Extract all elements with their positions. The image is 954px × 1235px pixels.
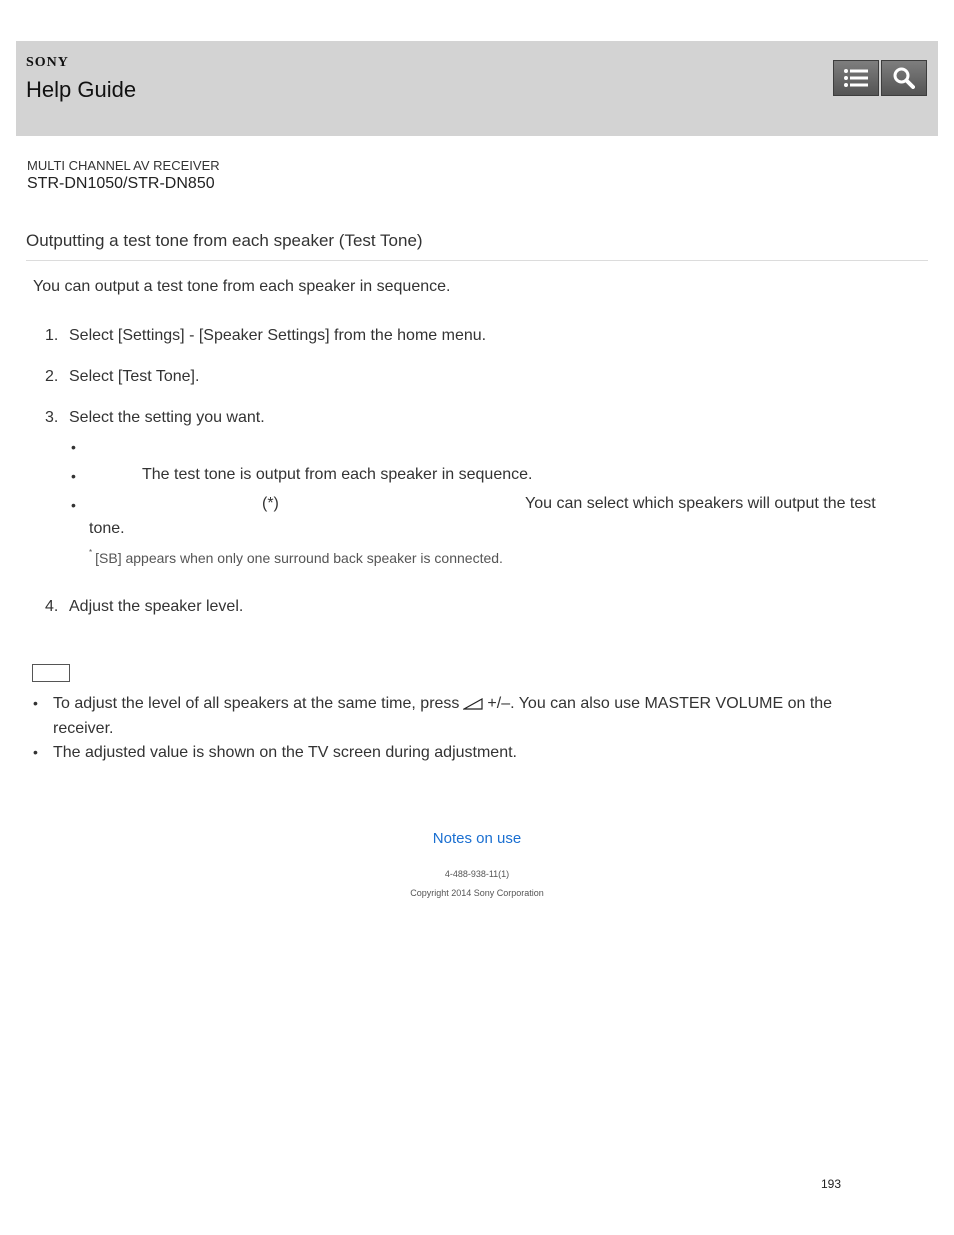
title-divider <box>26 260 928 261</box>
step-4 <box>45 598 243 616</box>
step-2 <box>45 368 199 386</box>
step-number: 3. <box>45 409 59 426</box>
option-bullet: • <box>71 468 76 484</box>
hint-label-box <box>32 664 70 682</box>
option-auto-text: The test tone is output from each speaker in sequence. <box>142 466 533 483</box>
step-text: Select [Settings] - [Speaker Settings] from the home menu. <box>69 327 487 344</box>
hint-bullet: • <box>33 695 38 711</box>
step-number: 4. <box>45 598 59 615</box>
product-category: MULTI CHANNEL AV RECEIVER <box>27 158 220 173</box>
step-3 <box>45 409 265 427</box>
volume-icon <box>463 698 483 710</box>
option-fix-text: You can select which speakers will output the test <box>525 495 876 512</box>
search-button[interactable] <box>881 60 927 96</box>
footnote <box>89 548 503 566</box>
step-text: Select the setting you want. <box>69 409 265 426</box>
header-bar <box>16 41 938 136</box>
sony-logo: SONY <box>26 55 69 70</box>
footnote-text: [SB] appears when only one surround back speaker is connected. <box>95 550 503 566</box>
search-icon <box>893 67 915 89</box>
hint-text-end: +/–. You can also use MASTER VOLUME on the <box>487 695 833 712</box>
notes-on-use-link[interactable]: Notes on use <box>432 830 522 847</box>
hint-text-cont: receiver. <box>53 720 114 737</box>
option-fix-marker: (*) <box>262 495 279 512</box>
hint-text: The adjusted value is shown on the TV screen during adjustment. <box>53 744 517 761</box>
step-number: 1. <box>45 327 59 344</box>
intro-text: You can output a test tone from each speaker in sequence. <box>33 278 451 295</box>
toc-list-icon <box>844 69 868 87</box>
page-number: 193 <box>821 1177 842 1191</box>
option-bullet: • <box>71 439 76 455</box>
step-text: Select [Test Tone]. <box>69 368 200 385</box>
step-text: Adjust the speaker level. <box>69 598 244 615</box>
copyright-text: Copyright 2014 Sony Corporation <box>410 888 544 898</box>
hint-text <box>53 691 913 741</box>
step-number: 2. <box>45 368 59 385</box>
option-fix-text-cont: tone. <box>89 520 125 537</box>
step-1 <box>45 327 486 345</box>
hint-text-start: To adjust the level of all speakers at the same time, press <box>53 695 460 712</box>
product-model: STR-DN1050/STR-DN850 <box>27 175 215 192</box>
footnote-mark: * <box>89 548 93 557</box>
help-guide-title: Help Guide <box>26 77 137 102</box>
document-code: 4-488-938-11(1) <box>444 869 510 879</box>
toc-button[interactable] <box>833 60 879 96</box>
option-bullet: • <box>71 497 76 513</box>
hint-bullet: • <box>33 744 38 760</box>
page-title: Outputting a test tone from each speaker (Test Tone) <box>26 231 423 250</box>
